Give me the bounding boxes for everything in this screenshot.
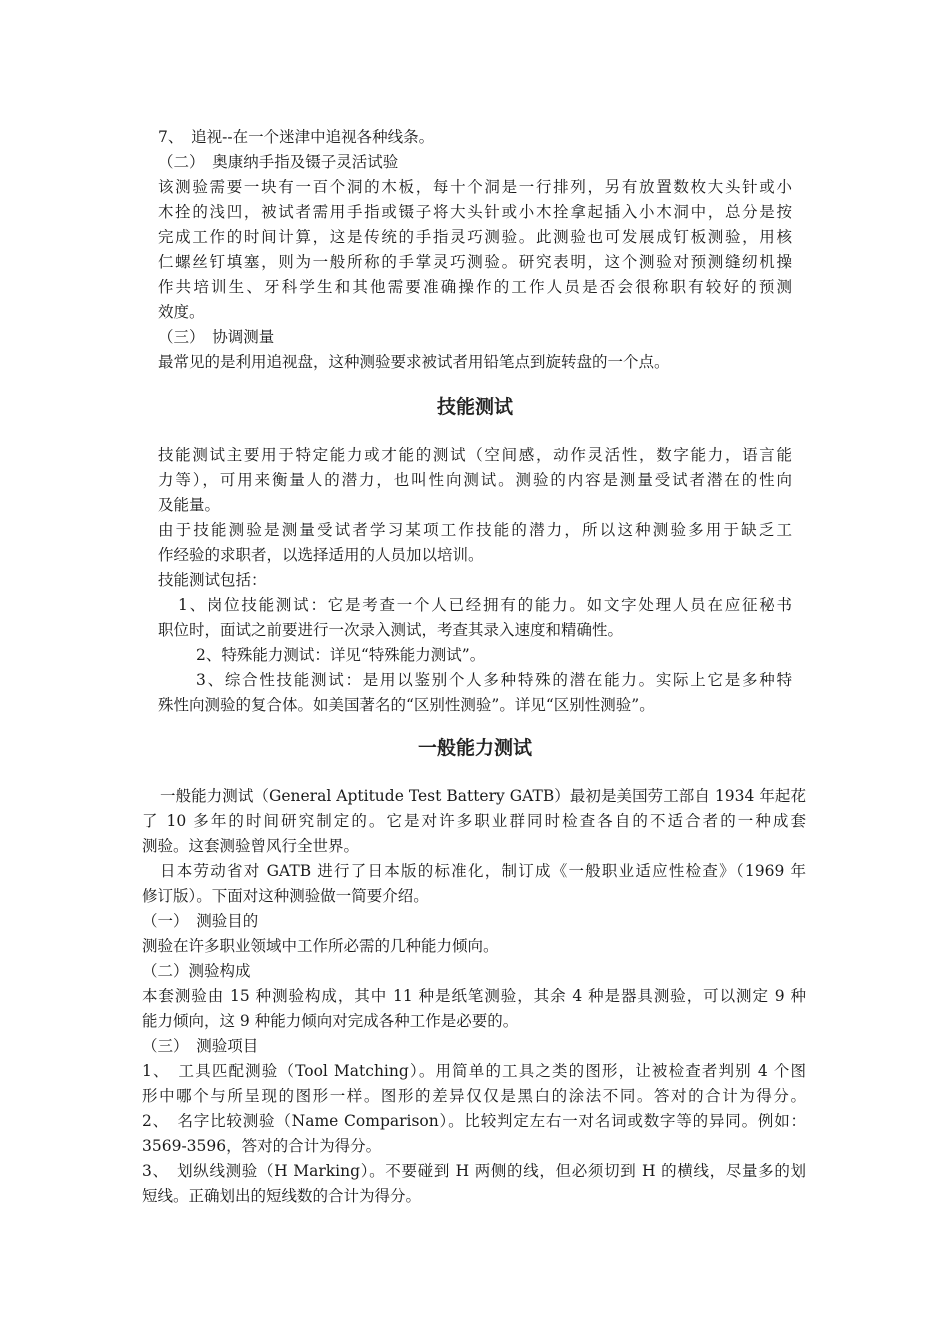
- paragraph-line: 由于技能测验是测量受试者学习某项工作技能的潜力，所以这种测验多用于缺乏工: [158, 521, 792, 539]
- test-item-line: 3、 划纵线测验（H Marking）。不要碰到 H 两侧的线，但必须切到 H 的横线，尽量多的划: [142, 1162, 806, 1180]
- paragraph-line: 技能测试主要用于特定能力或才能的测试（空间感，动作灵活性，数字能力，语言能: [158, 446, 792, 464]
- test-item-line: 形中哪个与所呈现的图形一样。图形的差异仅仅是黑白的涂法不同。答对的合计为得分。: [142, 1087, 806, 1105]
- paragraph-line: 及能量。: [158, 496, 221, 514]
- section-title-general-ability: 一般能力测试: [417, 737, 532, 759]
- paragraph-line: 力等），可用来衡量人的潜力，也叫性向测试。测验的内容是测量受试者潜在的性向: [158, 471, 792, 489]
- subheading-items: （三） 测验项目: [142, 1037, 259, 1055]
- test-item-line: 短线。正确划出的短线数的合计为得分。: [142, 1187, 422, 1205]
- test-item-line: 1、 工具匹配测验（Tool Matching）。用简单的工具之类的图形，让被检查者判别 4 个图: [142, 1062, 806, 1080]
- list-item-line: 职位时，面试之前要进行一次录入测试，考查其录入速度和精确性。: [158, 621, 624, 639]
- test-item-line: 2、 名字比较测验（Name Comparison）。比较判定左右一对名词或数字等的异同。例如：: [142, 1112, 806, 1130]
- paragraph-line: 效度。: [158, 303, 205, 321]
- paragraph-line: 了 10 多年的时间研究制定的。它是对许多职业群同时检查各自的不适合者的一种成套: [142, 812, 806, 830]
- test-item-line: 3569-3596，答对的合计为得分。: [142, 1137, 382, 1155]
- paragraph-line: 仁螺丝钉填塞，则为一般所称的手掌灵巧测验。研究表明，这个测验对预测缝纫机操: [158, 253, 792, 271]
- paragraph-line: 本套测验由 15 种测验构成，其中 11 种是纸笔测验，其余 4 种是器具测验，可以测定 9 种: [142, 987, 806, 1005]
- paragraph-line: 最常见的是利用追视盘，这种测验要求被试者用铅笔点到旋转盘的一个点。: [158, 353, 670, 371]
- list-item-line: 1、岗位技能测试：它是考查一个人已经拥有的能力。如文字处理人员在应征秘书: [178, 596, 792, 614]
- paragraph-line: 作经验的求职者，以选择适用的人员加以培训。: [158, 546, 484, 564]
- paragraph-line: 能力倾向，这 9 种能力倾向对完成各种工作是必要的。: [142, 1012, 519, 1030]
- paragraph-line: 作共培训生、牙科学生和其他需要准确操作的工作人员是否会很称职有较好的预测: [158, 278, 792, 296]
- item-7-text: 7、 追视--在一个迷津中追视各种线条。: [158, 128, 435, 146]
- paragraph-line: 木拴的浅凹，被试者需用手指或镊子将大头针或小木拴拿起插入小木洞中，总分是按: [158, 203, 792, 221]
- subheading-oconnor-test: （二） 奥康纳手指及镊子灵活试验: [158, 153, 399, 171]
- subheading-composition: （二）测验构成: [142, 962, 251, 980]
- section-title-skill-test: 技能测试: [436, 396, 513, 418]
- paragraph-line: 完成工作的时间计算，这是传统的手指灵巧测验。此测验也可发展成钉板测验，用核: [158, 228, 792, 246]
- paragraph-line: 该测验需要一块有一百个洞的木板，每十个洞是一行排列，另有放置数枚大头针或小: [158, 178, 792, 196]
- paragraph-line: 日本劳动省对 GATB 进行了日本版的标准化，制订成《一般职业适应性检查》（1969 年: [160, 862, 806, 880]
- paragraph-line: 测验在许多职业领域中工作所必需的几种能力倾向。: [142, 937, 499, 955]
- list-item-line: 3、综合性技能测试：是用以鉴别个人多种特殊的潜在能力。实际上它是多种特: [196, 671, 792, 689]
- paragraph-line: 技能测试包括：: [158, 571, 267, 589]
- subheading-coordination: （三） 协调测量: [158, 328, 275, 346]
- paragraph-line: 修订版）。下面对这种测验做一简要介绍。: [142, 887, 429, 905]
- paragraph-line: 一般能力测试（General Aptitude Test Battery GATB）最初是美国劳工部自 1934 年起花: [160, 787, 806, 805]
- paragraph-line: 测验。这套测验曾风行全世界。: [142, 837, 360, 855]
- list-item-line: 殊性向测验的复合体。如美国著名的“区别性测验”。详见“区别性测验”。: [158, 696, 655, 714]
- subheading-purpose: （一） 测验目的: [142, 912, 259, 930]
- list-item-line: 2、特殊能力测试：详见“特殊能力测试”。: [196, 646, 486, 664]
